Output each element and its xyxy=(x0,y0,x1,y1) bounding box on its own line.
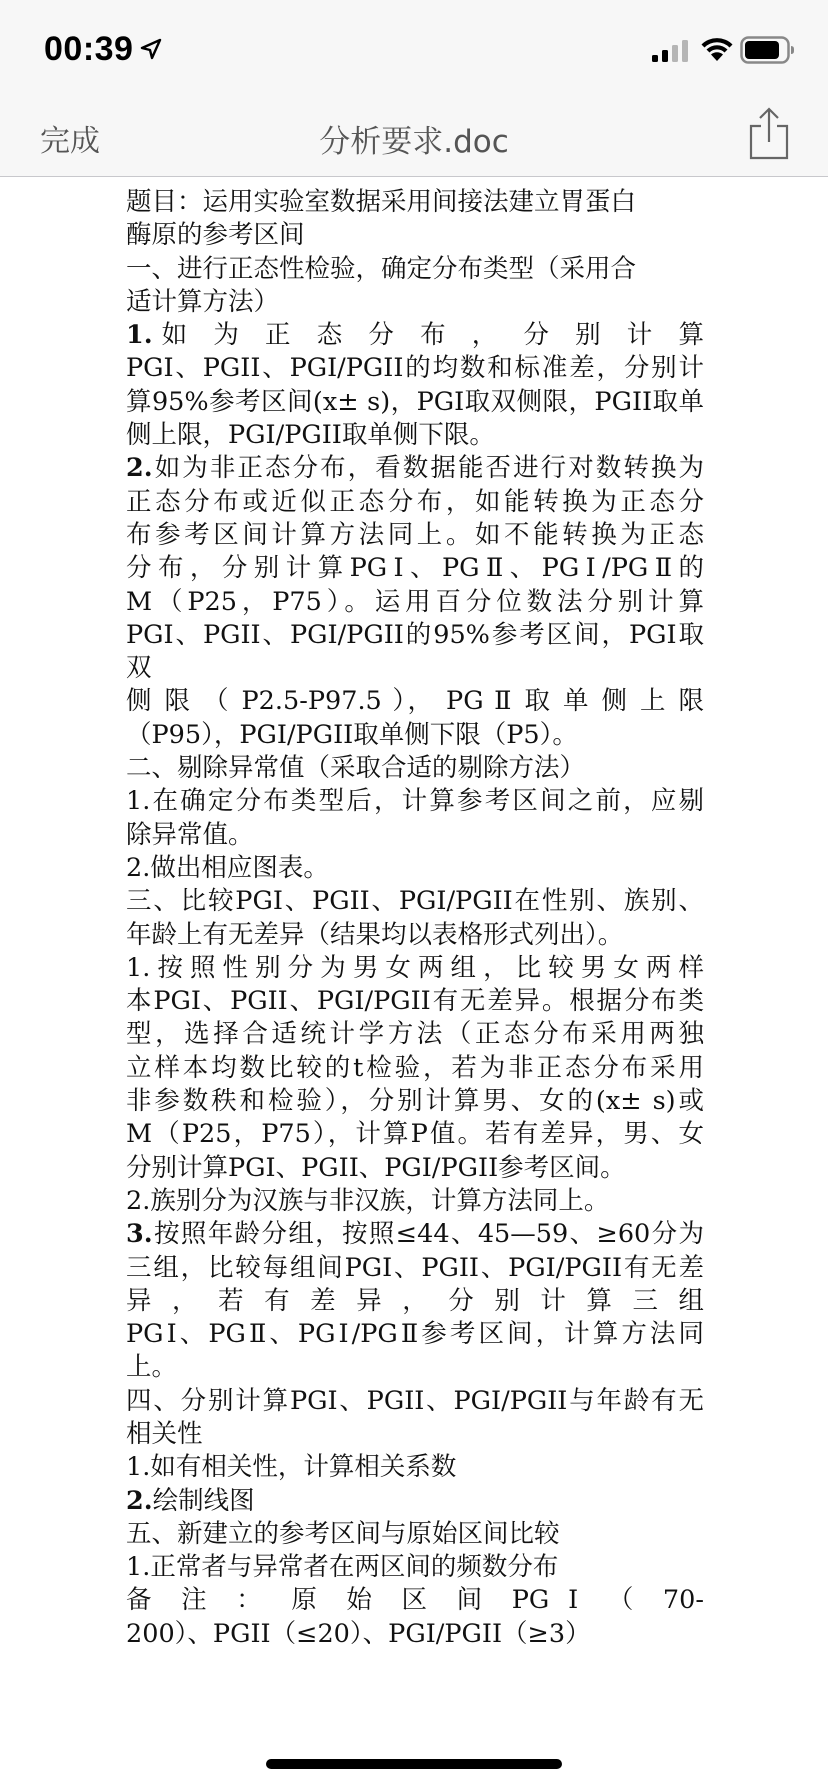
status-time: 00:39 xyxy=(44,30,134,68)
share-icon[interactable] xyxy=(748,106,790,160)
section-heading: 年龄上有无差异（结果均以表格形式列出）。 xyxy=(126,919,624,950)
paragraph-line: 算95%参考区间(x± s)，PGI取双侧限，PGII取单 xyxy=(126,386,704,417)
item-text: .在确定分布类型后，计算参考区间之前，应剔 xyxy=(142,786,704,817)
battery-icon xyxy=(740,36,796,64)
paragraph-line xyxy=(126,1551,704,1584)
paragraph-line: M（P25，P75）。运用百分位数法分别计算 xyxy=(126,586,704,617)
paragraph-line: 型，选择合适统计学方法（正态分布采用两独 xyxy=(126,1019,704,1050)
paragraph-line xyxy=(126,452,704,485)
note-line: 200）、PGII（≤20）、PGI/PGII（≥3） xyxy=(126,1618,591,1649)
nav-bar xyxy=(0,100,828,176)
document-body xyxy=(126,186,704,1651)
note-line: 备 注 ： 原 始 区 间 PG Ⅰ （ 70- xyxy=(126,1585,704,1616)
doc-title-line: 酶原的参考区间 xyxy=(126,220,305,251)
paragraph-line xyxy=(126,785,704,818)
section-heading: 适计算方法） xyxy=(126,286,280,317)
document-title: 分析要求.doc xyxy=(319,124,509,160)
location-arrow-icon xyxy=(140,38,162,60)
paragraph-line: 本PGI、PGII、PGI/PGII有无差异。根据分布类 xyxy=(126,986,704,1017)
section-heading: 五、新建立的参考区间与原始区间比较 xyxy=(126,1518,560,1549)
paragraph-line: 除异常值。 xyxy=(126,819,254,850)
item-text: 如为非正态分布，看数据能否进行对数转换为 xyxy=(152,453,704,484)
done-button[interactable]: 完成 xyxy=(40,124,100,159)
paragraph-line: （P95），PGI/PGII取单侧下限（P5）。 xyxy=(126,719,578,750)
paragraph-line: 上。 xyxy=(126,1352,178,1383)
paragraph-line: PGI、PGII、PGI/PGII的95%参考区间，PGI取双 xyxy=(126,619,704,684)
item-number: 3. xyxy=(126,1219,153,1250)
paragraph-line: 布参考区间计算方法同上。如不能转换为正态 xyxy=(126,519,704,550)
paragraph-line xyxy=(126,319,704,352)
item-number: 2 xyxy=(126,852,143,883)
paragraph-line xyxy=(126,1451,704,1484)
status-bar xyxy=(0,0,828,100)
home-indicator[interactable] xyxy=(266,1759,562,1769)
item-text: 如 为 正 态 分 布 ， 分 别 计 算 xyxy=(152,320,704,351)
doc-title-line: 题目：运用实验室数据采用间接法建立胃蛋白 xyxy=(126,187,637,217)
section-heading: 相关性 xyxy=(126,1418,203,1449)
item-number: 2. xyxy=(126,453,153,484)
paragraph-line: PGⅠ、PGⅡ、PGⅠ/PGⅡ参考区间，计算方法同 xyxy=(126,1319,704,1350)
paragraph-line: 分别计算PGI、PGII、PGI/PGII参考区间。 xyxy=(126,1152,626,1183)
item-text: .族别分为汉族与非汉族，计算方法同上。 xyxy=(142,1185,610,1216)
item-number: 1 xyxy=(126,1552,143,1583)
item-text: .如有相关性，计算相关系数 xyxy=(142,1452,457,1483)
paragraph-line: M（P25，P75），计算P值。若有差异，男、女 xyxy=(126,1119,704,1150)
paragraph-line: 三组，比较每组间PGI、PGII、PGI/PGII有无差 xyxy=(126,1252,704,1283)
item-text: .按照性别分为男女两组，比较男女两样 xyxy=(142,952,704,983)
paragraph-line: 异 ， 若 有 差 异 ， 分 别 计 算 三 组 xyxy=(126,1285,704,1316)
wifi-icon xyxy=(700,36,734,62)
paragraph-line: 正态分布或近似正态分布，如能转换为正态分 xyxy=(126,486,704,517)
paragraph-line: PGI、PGII、PGI/PGII的均数和标准差，分别计 xyxy=(126,353,704,384)
section-heading: 四、分别计算PGI、PGII、PGI/PGII与年龄有无 xyxy=(126,1385,704,1416)
item-number: 1 xyxy=(126,1452,143,1483)
item-text: .做出相应图表。 xyxy=(142,852,329,883)
cellular-signal-icon xyxy=(652,40,690,62)
item-number: 2. xyxy=(126,1485,153,1516)
item-text: 按照年龄分组，按照≤44、45—59、≥60分为 xyxy=(152,1219,704,1250)
item-number: 1 xyxy=(126,952,143,983)
paragraph-line: 分布，分别计算PGⅠ、PGⅡ、PGⅠ/PGⅡ的 xyxy=(126,553,704,584)
paragraph-line xyxy=(126,952,704,985)
paragraph-line xyxy=(126,852,704,885)
section-heading: 三、比较PGI、PGII、PGI/PGII在性别、族别、 xyxy=(126,886,704,917)
section-heading: 一、进行正态性检验，确定分布类型（采用合 xyxy=(126,253,637,284)
paragraph-line xyxy=(126,1485,704,1518)
paragraph-line xyxy=(126,1218,704,1251)
paragraph-line xyxy=(126,1185,704,1218)
item-number: 1 xyxy=(126,786,143,817)
paragraph-line: 侧 限 （ P2.5-P97.5 ）， PG Ⅱ 取 单 侧 上 限 xyxy=(126,686,704,717)
section-heading: 二、剔除异常值（采取合适的剔除方法） xyxy=(126,753,586,784)
paragraph-line: 非参数秩和检验），分别计算男、女的(x± s)或 xyxy=(126,1086,704,1117)
paragraph-line: 侧上限，PGI/PGII取单侧下限。 xyxy=(126,420,495,451)
item-text: .正常者与异常者在两区间的频数分布 xyxy=(142,1552,559,1583)
item-text: 绘制线图 xyxy=(152,1485,255,1516)
item-number: 1. xyxy=(126,320,153,351)
top-chrome xyxy=(0,0,828,177)
item-number: 2 xyxy=(126,1185,143,1216)
paragraph-line: 立样本均数比较的t检验，若为非正态分布采用 xyxy=(126,1052,704,1083)
